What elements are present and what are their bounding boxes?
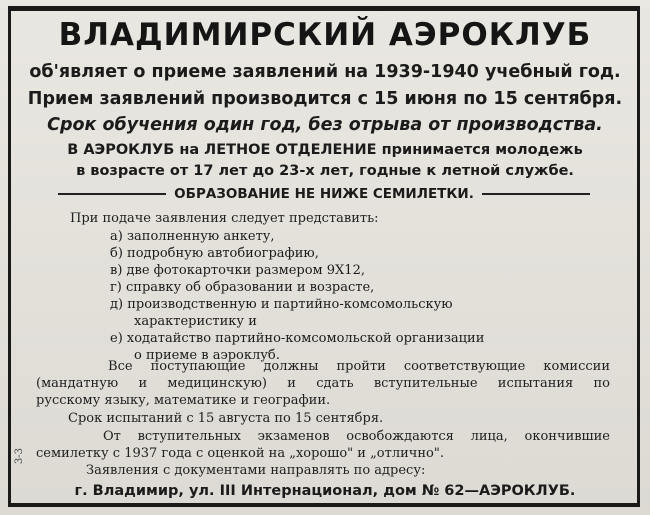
- announcement-line-4: В АЭРОКЛУБ на ЛЕТНОЕ ОТДЕЛЕНИЕ принимается молодежь: [67, 142, 583, 158]
- announcement-line-3: Срок обучения один год, без отрыва от производства.: [47, 115, 603, 135]
- exam-dates: Срок испытаний с 15 августа по 15 сентября.: [68, 411, 384, 426]
- paragraph-line: Все поступающие должны пройти соответствующие комиссии: [36, 359, 610, 374]
- list-item: о приеме в аэроклуб.: [134, 348, 280, 363]
- announcement-line-2: Прием заявлений производится с 15 июня по 15 сентября.: [27, 89, 623, 109]
- side-mark: 3-3: [14, 448, 25, 465]
- list-item: б) подробную автобиографию,: [110, 246, 319, 261]
- announcement-line-1: об'являет о приеме заявлений на 1939-1940 учебный год.: [29, 62, 621, 82]
- exemption-paragraph: [36, 428, 610, 462]
- list-item: е) ходатайство партийно-комсомольской организации: [110, 331, 485, 346]
- announcement-line-5: в возрасте от 17 лет до 23-х лет, годные к летной службе.: [76, 163, 574, 179]
- list-item: в) две фотокарточки размером 9Х12,: [110, 263, 365, 278]
- list-item: д) производственную и партийно-комсомольскую: [110, 297, 453, 312]
- right-rule: [482, 193, 590, 195]
- paragraph-line: семилетку с 1937 года с оценкой на „хорошо" и „отлично".: [36, 446, 444, 461]
- paragraph-line: (мандатную и медицинскую) и сдать вступительные испытания по: [36, 376, 610, 391]
- documents-intro: При подаче заявления следует представить:: [70, 211, 379, 226]
- education-text: ОБРАЗОВАНИЕ НЕ НИЖЕ СЕМИЛЕТКИ.: [174, 186, 474, 202]
- address-intro: Заявления с документами направлять по адресу:: [86, 463, 426, 478]
- requirements-paragraph: [36, 358, 610, 409]
- left-rule: [58, 193, 166, 195]
- list-item: а) заполненную анкету,: [110, 229, 275, 244]
- paragraph-line: русскому языку, математике и географии.: [36, 393, 331, 408]
- paragraph-line: От вступительных экзаменов освобождаются лица, окончившие: [36, 429, 610, 444]
- documents-list: [110, 228, 484, 364]
- address: г. Владимир, ул. III Интернационал, дом № 62—АЭРОКЛУБ.: [74, 483, 576, 499]
- list-item: г) справку об образовании и возрасте,: [110, 280, 375, 295]
- education-requirement: [58, 186, 590, 202]
- headline: ВЛАДИМИРСКИЙ АЭРОКЛУБ: [58, 17, 592, 53]
- list-item: характеристику и: [134, 314, 257, 329]
